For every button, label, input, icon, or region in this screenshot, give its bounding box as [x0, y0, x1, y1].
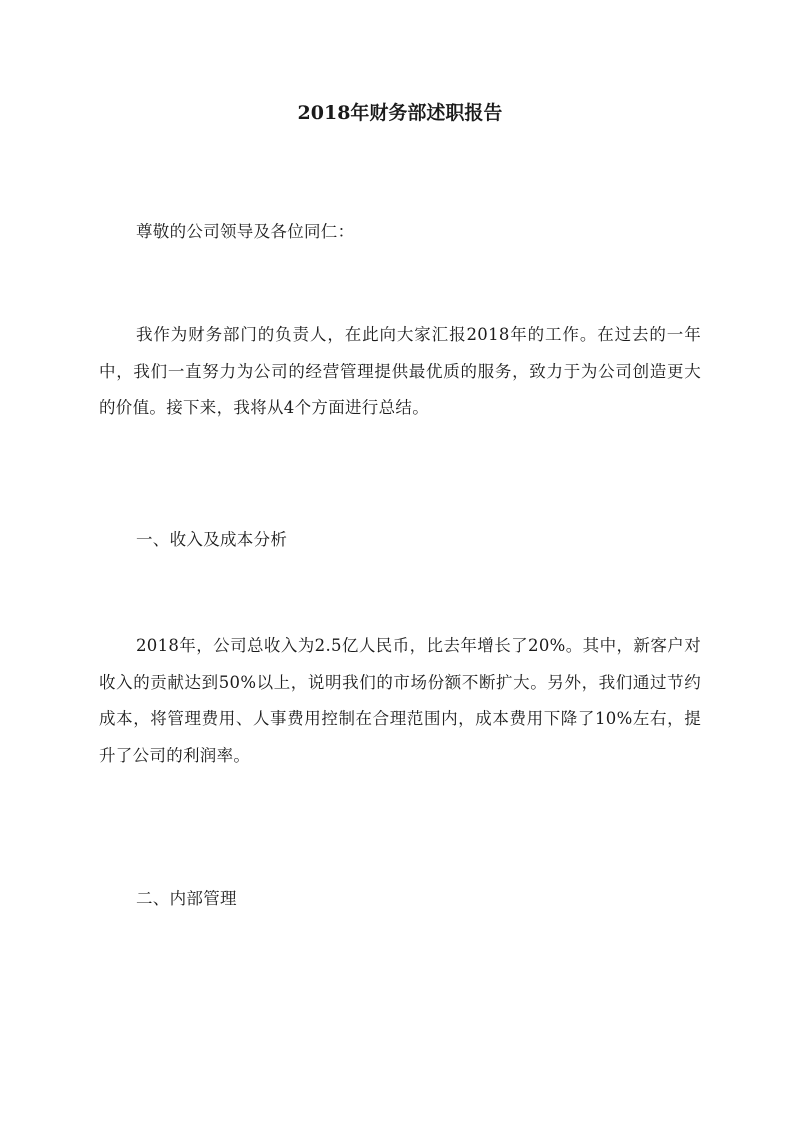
document-title: 2018年财务部述职报告 [297, 102, 503, 124]
section-1-body: 2018年，公司总收入为2.5亿人民币，比去年增长了20%。其中，新客户对收入的贡献达到50%以上，说明我们的市场份额不断扩大。另外，我们通过节约成本，将管理费用、人事费用控制在合理范围内，成本费用下降了10%左右，提升了公司的利润率。 [99, 636, 701, 765]
section-1-heading: 一、收入及成本分析 [136, 530, 288, 549]
section-2-heading: 二、内部管理 [136, 889, 237, 908]
salutation: 尊敬的公司领导及各位同仁： [136, 222, 355, 241]
intro-paragraph: 我作为财务部门的负责人，在此向大家汇报2018年的工作。在过去的一年中，我们一直努力为公司的经营管理提供最优质的服务，致力于为公司创造更大的价值。接下来，我将从4个方面进行总结。 [99, 325, 701, 417]
